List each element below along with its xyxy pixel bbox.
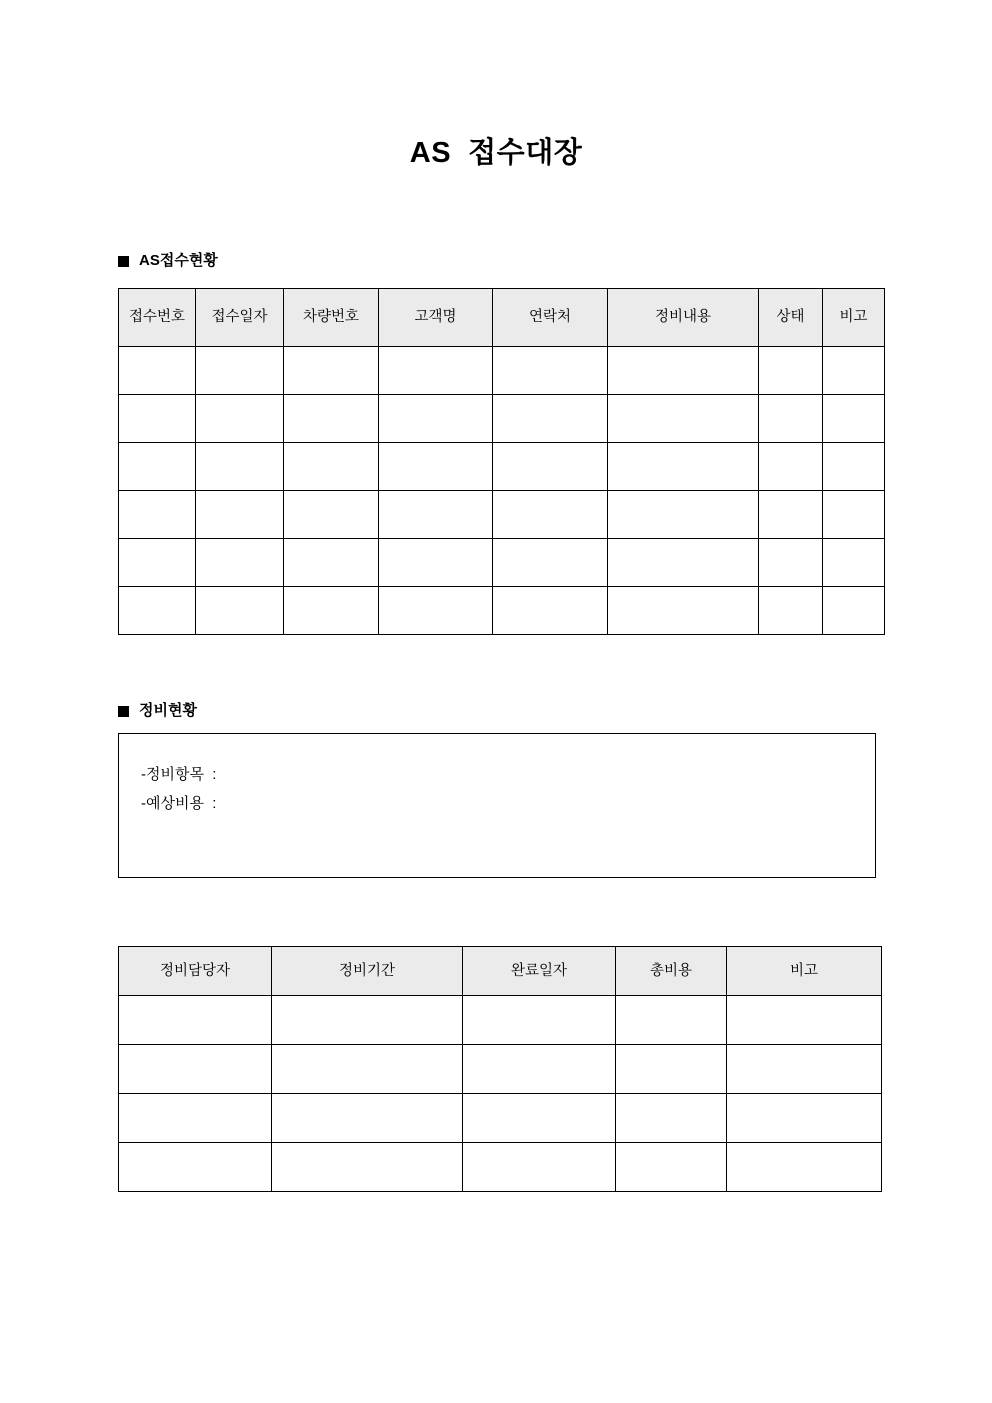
table-row	[119, 443, 885, 491]
black-square-bullet-icon	[118, 256, 129, 267]
as-table-cell[interactable]	[196, 347, 284, 395]
result-table-cell[interactable]	[119, 996, 272, 1045]
table-row	[119, 1094, 882, 1143]
as-table-cell[interactable]	[493, 395, 608, 443]
table-row	[119, 1143, 882, 1192]
as-table-header-row	[119, 289, 885, 347]
as-table-cell[interactable]	[493, 539, 608, 587]
column-header-label: 연락처	[528, 309, 572, 325]
result-table-cell[interactable]	[463, 1143, 616, 1192]
page-title: AS 접수대장	[409, 137, 583, 169]
column-header-label: 완료일자	[510, 962, 568, 979]
as-table-cell[interactable]	[119, 395, 196, 443]
table-row	[119, 491, 885, 539]
column-header-total-cost	[616, 947, 727, 996]
as-table-cell[interactable]	[608, 443, 759, 491]
result-table-header-row	[119, 947, 882, 996]
as-table-cell[interactable]	[759, 443, 823, 491]
column-header-label: 정비기간	[338, 962, 396, 979]
column-header-label: 접수번호	[128, 309, 186, 325]
as-table-cell[interactable]	[759, 347, 823, 395]
as-table-cell[interactable]	[608, 395, 759, 443]
as-table-cell[interactable]	[284, 395, 379, 443]
column-header-remarks	[823, 289, 885, 347]
table-row	[119, 347, 885, 395]
result-table-cell[interactable]	[463, 1045, 616, 1094]
black-square-bullet-icon	[118, 706, 129, 717]
as-table-cell[interactable]	[119, 347, 196, 395]
column-header-contact	[493, 289, 608, 347]
as-table-head	[119, 289, 885, 347]
result-table-cell[interactable]	[272, 1045, 463, 1094]
result-table-cell[interactable]	[616, 996, 727, 1045]
result-table-cell[interactable]	[272, 996, 463, 1045]
as-table-cell[interactable]	[196, 539, 284, 587]
as-table-cell[interactable]	[379, 587, 493, 635]
result-table-cell[interactable]	[463, 1094, 616, 1143]
as-table-cell[interactable]	[759, 395, 823, 443]
as-table-cell[interactable]	[759, 587, 823, 635]
as-table-cell[interactable]	[284, 347, 379, 395]
as-table-cell[interactable]	[823, 443, 885, 491]
as-table-cell[interactable]	[608, 347, 759, 395]
as-table-cell[interactable]	[608, 491, 759, 539]
column-header-remarks	[727, 947, 882, 996]
column-header-label: 상태	[776, 309, 805, 325]
section-heading-maintenance-status	[118, 701, 197, 721]
result-table-cell[interactable]	[727, 1045, 882, 1094]
as-table-cell[interactable]	[823, 491, 885, 539]
as-table-cell[interactable]	[284, 443, 379, 491]
column-header-label: 정비담당자	[159, 962, 231, 979]
table-row	[119, 1045, 882, 1094]
result-table-head	[119, 947, 882, 996]
table-row	[119, 395, 885, 443]
as-table-cell[interactable]	[379, 539, 493, 587]
column-header-label: 비고	[789, 962, 818, 979]
estimated-cost-line: -예상비용 :	[141, 795, 217, 812]
as-table-cell[interactable]	[608, 539, 759, 587]
column-header-label: 비고	[839, 309, 868, 325]
result-table-body	[119, 996, 882, 1192]
column-header-receipt-date	[196, 289, 284, 347]
as-table-cell[interactable]	[823, 347, 885, 395]
as-table-cell[interactable]	[119, 539, 196, 587]
section-heading-label: 정비현황	[139, 702, 197, 719]
as-table-cell[interactable]	[196, 491, 284, 539]
column-header-receipt-no	[119, 289, 196, 347]
as-table-cell[interactable]	[284, 587, 379, 635]
table-row	[119, 996, 882, 1045]
result-table-cell[interactable]	[119, 1094, 272, 1143]
result-table-cell[interactable]	[119, 1143, 272, 1192]
result-table-cell[interactable]	[272, 1094, 463, 1143]
result-table-cell[interactable]	[727, 996, 882, 1045]
result-table-cell[interactable]	[272, 1143, 463, 1192]
column-header-repair-period	[272, 947, 463, 996]
as-table-cell[interactable]	[823, 587, 885, 635]
as-table-cell[interactable]	[823, 539, 885, 587]
as-table-cell[interactable]	[284, 539, 379, 587]
column-header-label: 차량번호	[302, 309, 360, 325]
maintenance-notes-box[interactable]	[118, 733, 876, 878]
as-table-body	[119, 347, 885, 635]
column-header-label: 정비내용	[654, 309, 712, 325]
as-table-cell[interactable]	[119, 443, 196, 491]
result-table-cell[interactable]	[727, 1143, 882, 1192]
as-table-cell[interactable]	[608, 587, 759, 635]
as-table-cell[interactable]	[379, 443, 493, 491]
column-header-status	[759, 289, 823, 347]
result-table-cell[interactable]	[616, 1094, 727, 1143]
as-table-cell[interactable]	[493, 587, 608, 635]
as-table-cell[interactable]	[119, 491, 196, 539]
section-heading-label: AS접수현황	[139, 252, 218, 269]
maintenance-item-line: -정비항목 :	[141, 766, 217, 783]
column-header-completion-date	[463, 947, 616, 996]
as-table-cell[interactable]	[196, 587, 284, 635]
column-header-label: 접수일자	[211, 309, 268, 325]
column-header-technician	[119, 947, 272, 996]
section-heading-as-status	[118, 251, 218, 271]
as-table-cell[interactable]	[379, 491, 493, 539]
column-header-customer-name	[379, 289, 493, 347]
result-table-cell[interactable]	[727, 1094, 882, 1143]
as-table-cell[interactable]	[196, 395, 284, 443]
as-table-cell[interactable]	[493, 443, 608, 491]
column-header-label: 고객명	[414, 309, 457, 325]
as-table-cell[interactable]	[823, 395, 885, 443]
as-table-cell[interactable]	[493, 347, 608, 395]
column-header-vehicle-no	[284, 289, 379, 347]
result-table-cell[interactable]	[616, 1143, 727, 1192]
as-table-cell[interactable]	[493, 491, 608, 539]
maintenance-result-table	[118, 946, 882, 1192]
result-table-cell[interactable]	[616, 1045, 727, 1094]
as-table-cell[interactable]	[379, 347, 493, 395]
as-table-cell[interactable]	[284, 491, 379, 539]
as-reception-table	[118, 288, 885, 635]
as-table-cell[interactable]	[196, 443, 284, 491]
as-table-cell[interactable]	[759, 491, 823, 539]
result-table-cell[interactable]	[119, 1045, 272, 1094]
as-table-cell[interactable]	[119, 587, 196, 635]
table-row	[119, 587, 885, 635]
as-table-cell[interactable]	[379, 395, 493, 443]
column-header-label: 총비용	[649, 962, 693, 979]
table-row	[119, 539, 885, 587]
as-table-cell[interactable]	[759, 539, 823, 587]
result-table-cell[interactable]	[463, 996, 616, 1045]
column-header-repair-details	[608, 289, 759, 347]
